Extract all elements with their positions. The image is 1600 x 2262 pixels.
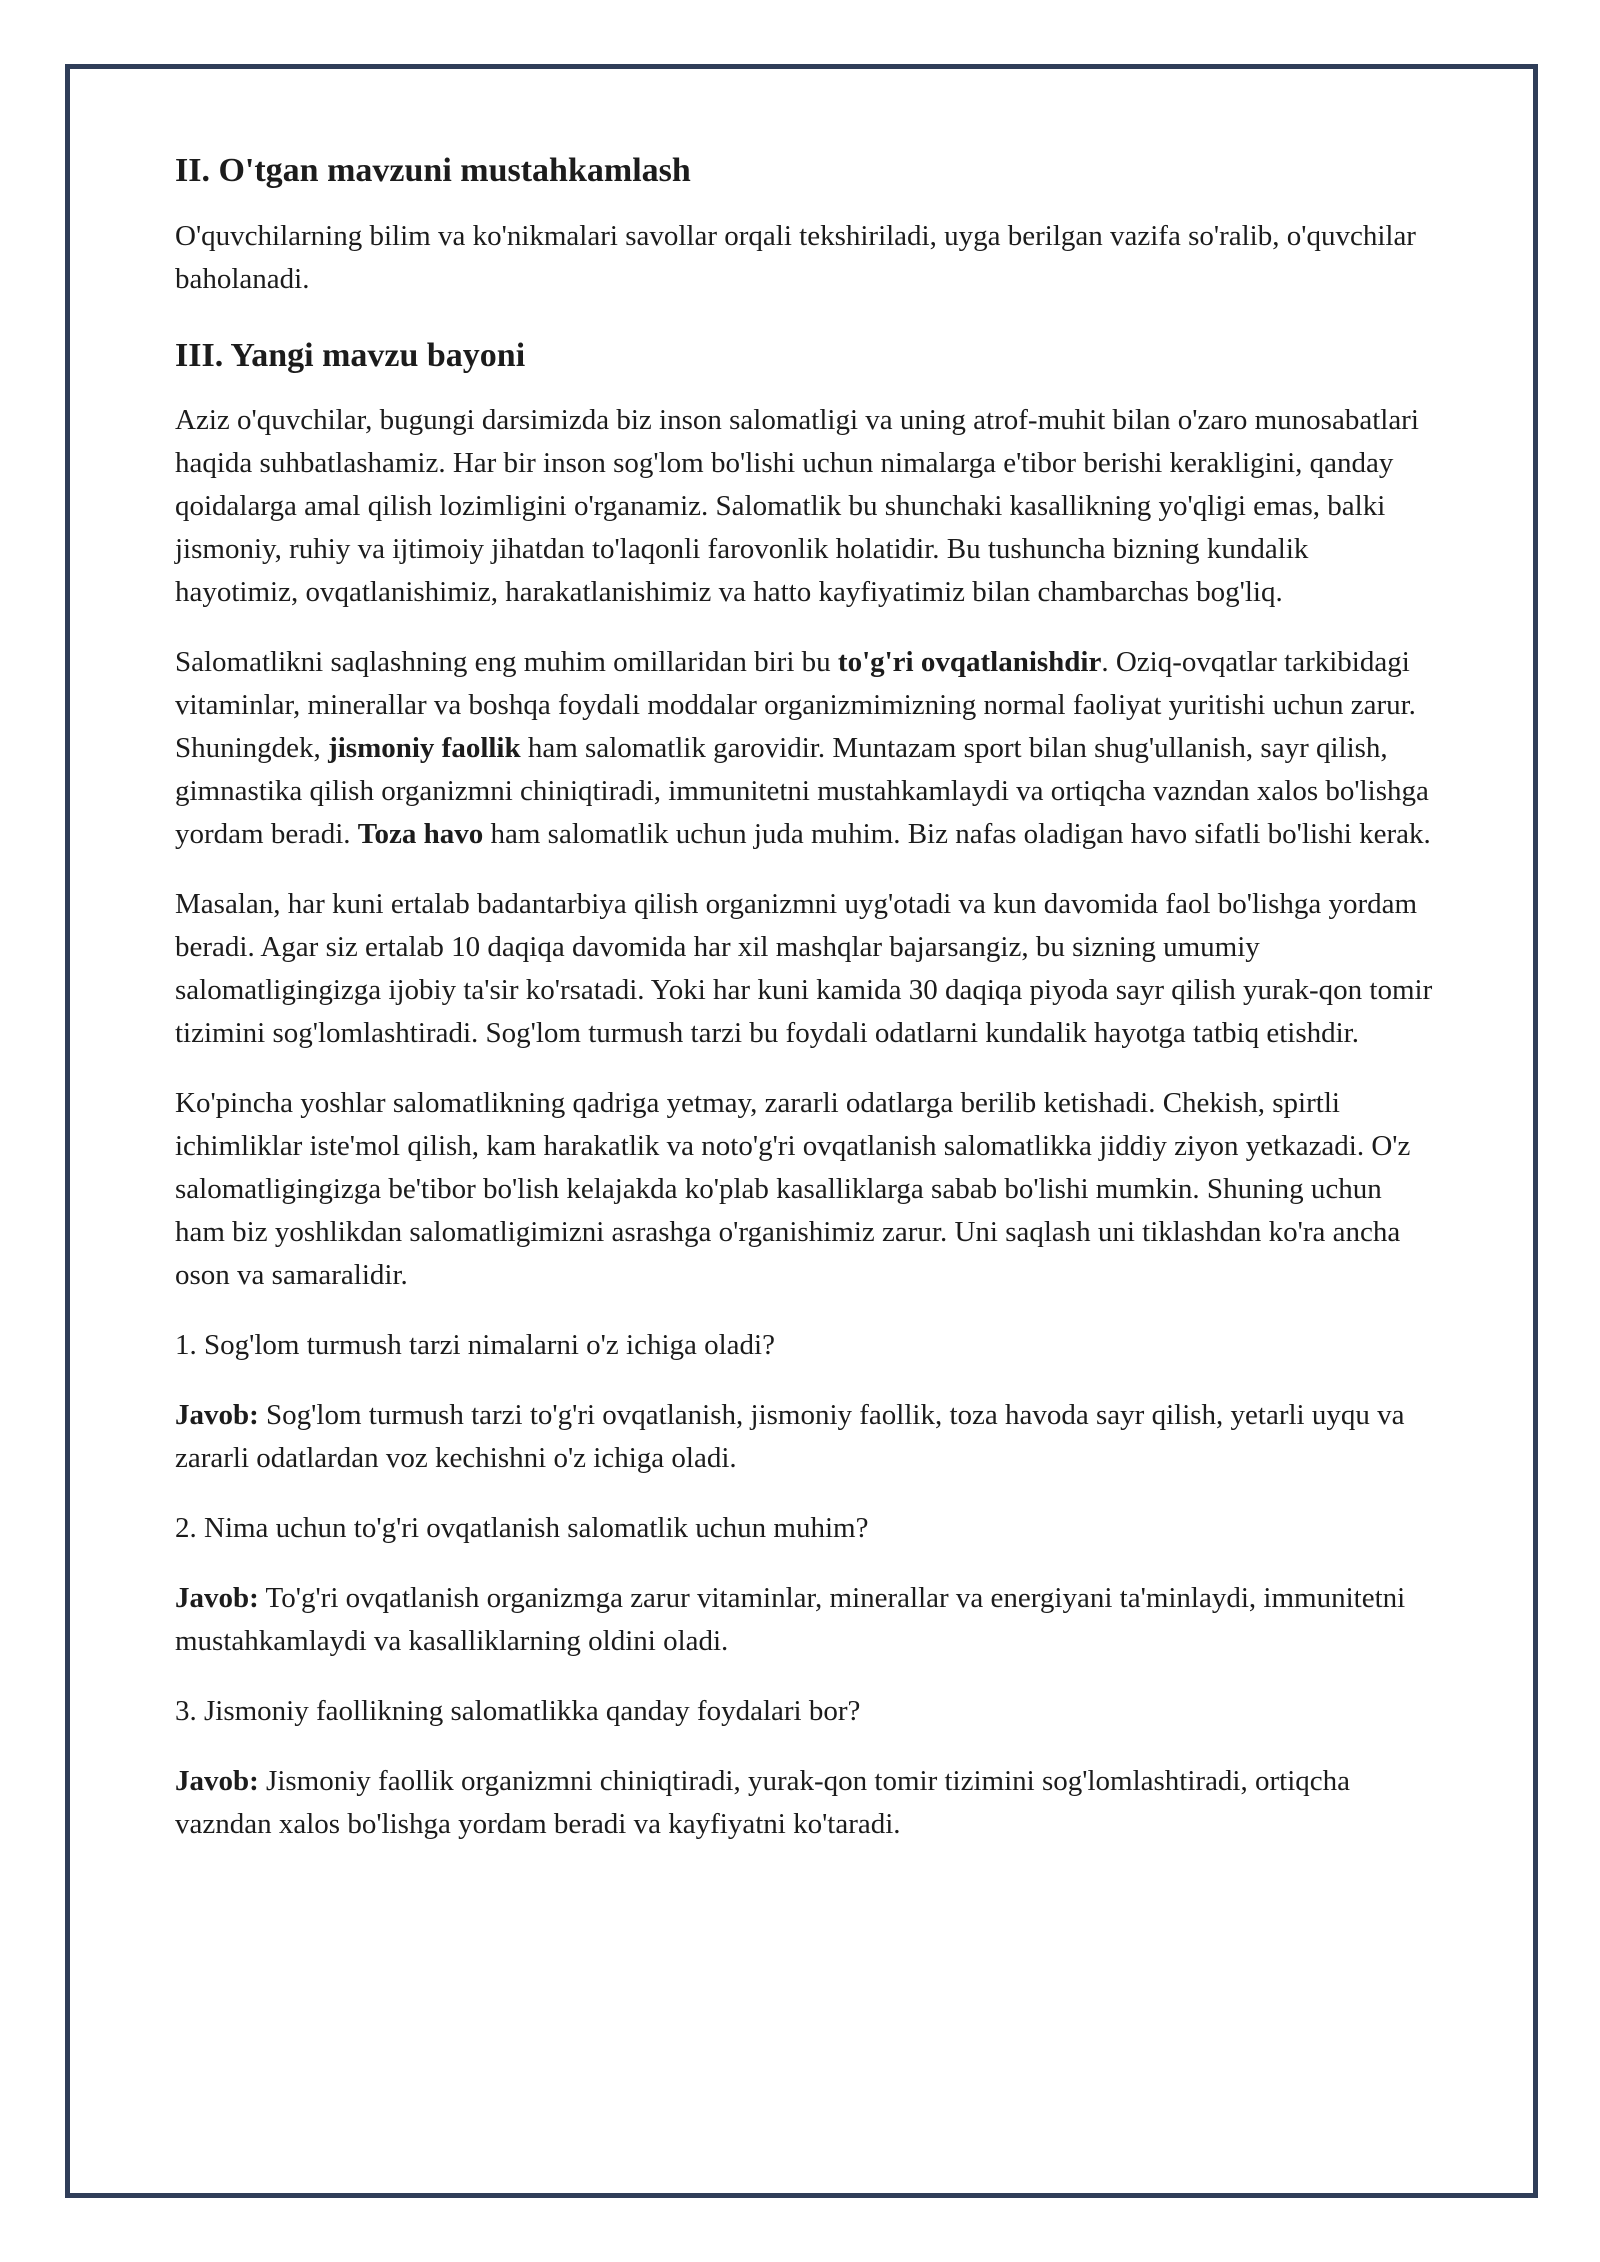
question-1: 1. Sog'lom turmush tarzi nimalarni o'z ichiga oladi? <box>175 1329 775 1361</box>
paragraph-bad-habits: Ko'pincha yoshlar salomatlikning qadriga yetmay, zararli odatlarga berilib ketishadi. Chekish, spirtli ichimliklar iste'mol qilish, kam harakatlik va noto'g'ri ovqatlanish salomatlikka jiddiy ziyon yetkazadi. O'z salomatligingizga be'tibor bo'lish kelajakda ko'plab kasalliklarga sabab bo'lishi mumkin. Shuning uchun ham biz yoshlikdan salomatligimizni asrashga o'rganishimiz zarur. Uni saqlash uni tiklashdan ko'ra ancha oson va samaralidir. <box>175 1087 1411 1291</box>
answer-2 <box>175 1577 1435 1663</box>
paragraph-health-intro: Aziz o'quvchilar, bugungi darsimizda biz inson salomatligi va uning atrof-muhit bilan o'zaro munosabatlari haqida suhbatlashamiz. Har bir inson sog'lom bo'lishi uchun nimalarga e'tibor berishi kerakligini, qanday qoidalarga amal qilish lozimligini o'rganamiz. Salomatlik bu shunchaki kasallikning yo'qligi emas, balki jismoniy, ruhiy va ijtimoiy jihatdan to'laqonli farovonlik holatidir. Bu tushuncha bizning kundalik hayotimiz, ovqatlanishimiz, harakatlanishimiz va hatto kayfiyatimiz bilan chambarchas bog'liq. <box>175 404 1419 608</box>
section-ii-paragraph: O'quvchilarning bilim va ko'nikmalari savollar orqali tekshiriladi, uyga berilgan vazifa so'ralib, o'quvchilar baholanadi. <box>175 219 1416 295</box>
answer-text: To'g'ri ovqatlanish organizmga zarur vitaminlar, minerallar va energiyani ta'minlaydi, immunitetni mustahkamlaydi va kasalliklarning oldini oladi. <box>175 1582 1406 1657</box>
answer-label: Javob: <box>175 1765 259 1797</box>
answer-text: Sog'lom turmush tarzi to'g'ri ovqatlanish, jismoniy faollik, toza havoda sayr qilish, yetarli uyqu va zararli odatlardan voz kechishni o'z ichiga oladi. <box>175 1399 1405 1474</box>
text-span: ham salomatlik garovidir. Muntazam sport bilan shug'ullanish, sayr qilish, gimnastika qilish organizmni chiniqtiradi, immunitetni mustahkamlaydi va ortiqcha vazndan xalos bo'lishga yordam beradi. <box>175 732 1429 850</box>
answer-label: Javob: <box>175 1582 259 1614</box>
text-span: ham salomatlik uchun juda muhim. Biz nafas oladigan havo sifatli bo'lishi kerak. <box>483 818 1431 850</box>
document-body <box>175 150 1435 1873</box>
bold-term-activity: jismoniy faollik <box>328 732 521 764</box>
paragraph-examples: Masalan, har kuni ertalab badantarbiya qilish organizmni uyg'otadi va kun davomida faol bo'lishga yordam beradi. Agar siz ertalab 10 daqiqa davomida har xil mashqlar bajarsangiz, bu sizning umumiy salomatligingizga ijobiy ta'sir ko'rsatadi. Yoki har kuni kamida 30 daqiqa piyoda sayr qilish yurak-qon tomir tizimini sog'lomlashtiradi. Sog'lom turmush tarzi bu foydali odatlarni kundalik hayotga tatbiq etishdir. <box>175 888 1433 1049</box>
bold-term-clean-air: Toza havo <box>357 818 484 850</box>
text-span: Salomatlikni saqlashning eng muhim omillaridan biri bu <box>175 646 838 678</box>
answer-1 <box>175 1394 1435 1480</box>
bold-term-nutrition: to'g'ri ovqatlanishdir <box>837 646 1102 678</box>
question-3: 3. Jismoniy faollikning salomatlikka qanday foydalari bor? <box>175 1695 861 1727</box>
text-span: . Oziq-ovqatlar tarkibidagi vitaminlar, minerallar va boshqa foydali moddalar organizmimizning normal faoliyat yuritishi uchun zarur. Shuningdek, <box>175 646 1416 764</box>
answer-label: Javob: <box>175 1399 259 1431</box>
paragraph-health-factors <box>175 641 1435 856</box>
answer-text: Jismoniy faollik organizmni chiniqtiradi, yurak-qon tomir tizimini sog'lomlashtiradi, ortiqcha vazndan xalos bo'lishga yordam beradi va kayfiyatni ko'taradi. <box>175 1765 1351 1840</box>
answer-3 <box>175 1760 1435 1846</box>
section-heading-ii: II. O'tgan mavzuni mustahkamlash <box>175 152 691 189</box>
section-heading-iii: III. Yangi mavzu bayoni <box>175 336 526 374</box>
question-2: 2. Nima uchun to'g'ri ovqatlanish salomatlik uchun muhim? <box>175 1512 869 1544</box>
